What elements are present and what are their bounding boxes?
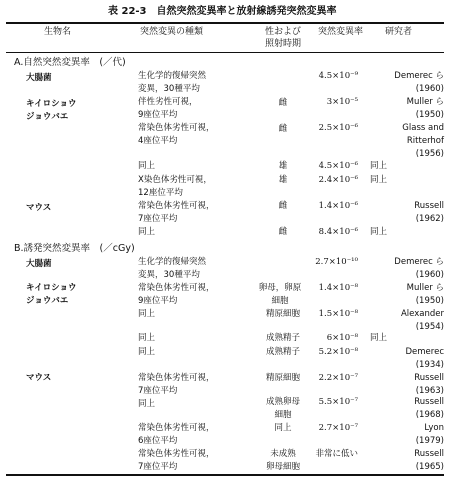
row-b4-type: 同上 (138, 333, 156, 343)
row-b8-type: 常染色体劣性可視， 6座位平均 (138, 423, 215, 446)
header-rule (6, 52, 444, 53)
row-b2-type: 常染色体劣性可視， 9座位平均 (138, 283, 215, 306)
row-a7-sex: 雌 (278, 227, 288, 237)
row-b7-researcher: Russell (1968) (414, 397, 444, 420)
row-a6-researcher: Russell (1962) (414, 201, 444, 224)
row-a1-organism: 大腸菌 (26, 73, 52, 83)
row-a3-rate: 2.5×10⁻⁶ (318, 123, 358, 133)
row-a2-organism: キイロショウ ジョウバエ (26, 99, 77, 122)
row-b1-type: 生化学的復帰突然 変異，30種平均 (138, 257, 207, 280)
row-b7-type: 同上 (138, 399, 156, 409)
row-b3-researcher: Alexander (1954) (400, 309, 444, 332)
row-b7-sex: 成熟卵母 細胞 (265, 397, 300, 420)
row-b9-researcher: Russell (1965) (414, 449, 444, 472)
row-b6-rate: 2.2×10⁻⁷ (318, 373, 358, 383)
row-a7-rate: 8.4×10⁻⁶ (318, 227, 358, 237)
row-b2-organism: キイロショウ ジョウバエ (26, 283, 77, 306)
row-b7-rate: 5.5×10⁻⁷ (318, 397, 358, 407)
row-a2-rate: 3×10⁻⁵ (326, 97, 358, 107)
row-b5-sex: 成熟精子 (265, 347, 300, 357)
row-b5-type: 同上 (138, 347, 156, 357)
header-researcher: 研究者 (385, 27, 413, 37)
row-a1-researcher: Demerec ら (1960) (394, 71, 444, 94)
row-a5-sex: 雄 (278, 175, 288, 185)
row-a6-type: 常染色体劣性可視， 7座位平均 (138, 201, 215, 224)
row-a5-researcher: 同上 (370, 175, 388, 185)
row-a6-organism: マウス (26, 203, 52, 213)
row-b9-rate: 非常に低い (315, 449, 358, 459)
row-a3-sex: 雌 (278, 124, 288, 134)
row-a5-rate: 2.4×10⁻⁶ (318, 175, 358, 185)
section-b-label: B.誘発突然変異率 (／cGy) (14, 243, 135, 254)
row-b6-type: 常染色体劣性可視， 7座位平均 (138, 373, 215, 396)
row-b1-organism: 大腸菌 (26, 259, 52, 269)
row-b4-researcher: 同上 (370, 333, 388, 343)
row-a2-researcher: Muller ら (1950) (406, 97, 444, 120)
row-b4-sex: 成熟精子 (265, 333, 300, 343)
row-b5-rate: 5.2×10⁻⁸ (318, 347, 358, 357)
row-a5-type: X染色体劣性可視， 12座位平均 (138, 175, 212, 198)
row-b2-sex: 卵母，卵原 細胞 (258, 283, 302, 306)
row-b3-rate: 1.5×10⁻⁸ (318, 309, 358, 319)
row-b9-sex: 未成熟 卵母細胞 (265, 449, 300, 472)
row-a6-sex: 雌 (278, 201, 288, 211)
row-a2-type: 伴性劣性可視， 9座位平均 (138, 97, 198, 120)
row-b9-type: 常染色体劣性可視， 7座位平均 (138, 449, 215, 472)
row-a3-researcher: Glass and Ritterhof (1956) (402, 123, 444, 159)
row-b8-sex: 同上 (274, 423, 292, 433)
row-b1-researcher: Demerec ら (1960) (394, 257, 444, 280)
row-a2-sex: 雌 (278, 98, 288, 108)
header-sex-time: 性および 照射時期 (264, 27, 301, 49)
row-a4-researcher: 同上 (370, 161, 388, 171)
top-rule (6, 22, 444, 24)
row-b8-researcher: Lyon (1979) (415, 423, 444, 446)
row-a4-type: 同上 (138, 161, 156, 171)
row-a1-type: 生化学的復帰突然 変異，30種平均 (138, 71, 207, 94)
header-rate: 突然変異率 (318, 27, 364, 37)
row-b5-researcher: Demerec (1934) (405, 347, 444, 370)
row-a3-type: 常染色体劣性可視， 4座位平均 (138, 123, 215, 146)
table-title: 表 22-3 自然突然変異率と放射線誘発突然変異率 (108, 6, 337, 17)
header-organism: 生物名 (44, 27, 72, 37)
row-b3-sex: 精原細胞 (265, 309, 300, 319)
row-b2-rate: 1.4×10⁻⁸ (318, 283, 358, 293)
row-a4-sex: 雄 (278, 161, 288, 171)
row-a1-rate: 4.5×10⁻⁹ (318, 71, 358, 81)
row-a4-rate: 4.5×10⁻⁶ (318, 161, 358, 171)
row-a6-rate: 1.4×10⁻⁶ (318, 201, 358, 211)
row-b1-rate: 2.7×10⁻¹⁰ (315, 257, 358, 267)
row-b6-researcher: Russell (1963) (414, 373, 444, 396)
row-a7-researcher: 同上 (370, 227, 388, 237)
row-b6-sex: 精原細胞 (265, 373, 300, 383)
row-b2-researcher: Muller ら (1950) (406, 283, 444, 306)
row-b8-rate: 2.7×10⁻⁷ (318, 423, 358, 433)
row-b6-organism: マウス (26, 373, 52, 383)
row-b4-rate: 6×10⁻⁸ (326, 333, 358, 343)
bottom-rule (6, 474, 444, 476)
section-a-label: A.自然突然変異率 (／代) (14, 57, 126, 68)
row-b3-type: 同上 (138, 309, 156, 319)
row-a7-type: 同上 (138, 227, 156, 237)
header-mutation-type: 突然変異の種類 (140, 27, 204, 37)
